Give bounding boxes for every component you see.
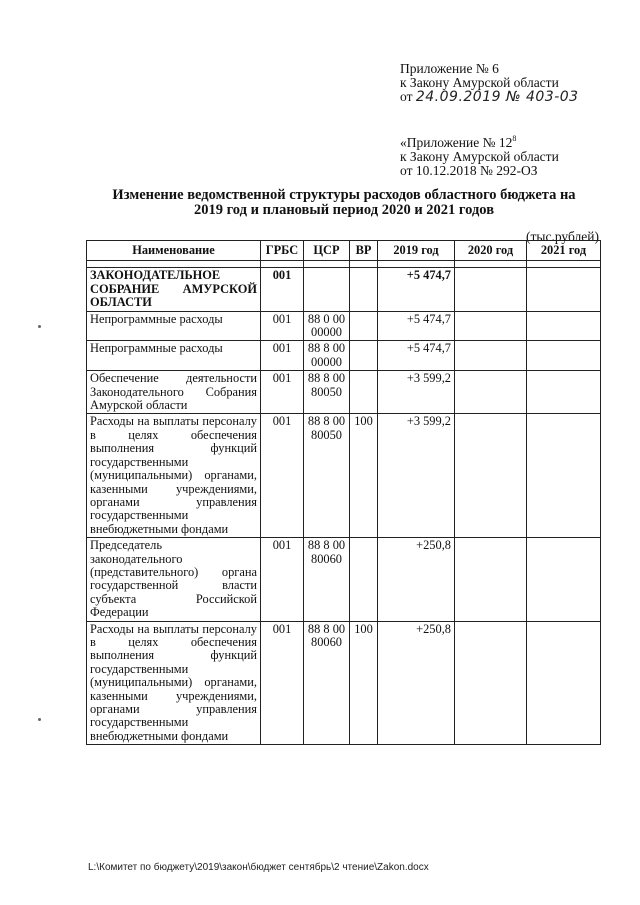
cell-2019: +5 474,7	[378, 341, 455, 371]
original-appendix-number: «Приложение № $12^8$	[400, 134, 517, 150]
appendix-number: Приложение № 6	[400, 61, 499, 76]
original-appendix-law: к Закону Амурской области	[400, 149, 559, 164]
scan-speck	[38, 325, 41, 328]
cell-csr	[304, 268, 350, 311]
cell-2019: +250,8	[378, 538, 455, 621]
cell-2020	[455, 311, 527, 341]
title-line-1: Изменение ведомственной структуры расходов областного бюджета на	[112, 187, 576, 203]
cell-grbs: 001	[261, 621, 304, 745]
cell-vr: 100	[350, 414, 378, 538]
header-vr: ВР	[350, 241, 378, 261]
cell-2020	[455, 414, 527, 538]
table-row	[87, 341, 601, 371]
cell-2020	[455, 341, 527, 371]
table-spacer-row	[87, 261, 601, 268]
scan-speck	[38, 718, 41, 721]
cell-vr: 100	[350, 621, 378, 745]
cell-2020	[455, 538, 527, 621]
cell-csr: 88 8 00 80060	[304, 621, 350, 745]
cell-vr	[350, 311, 378, 341]
original-appendix-date: от 10.12.2018 № 292-ОЗ	[400, 163, 538, 178]
cell-grbs: 001	[261, 371, 304, 414]
cell-name: Непрограммные расходы	[87, 311, 261, 341]
table-row	[87, 538, 601, 621]
cell-name: ЗАКОНОДАТЕЛЬНОЕ СОБРАНИЕ АМУРСКОЙ ОБЛАСТИ	[87, 268, 261, 311]
cell-2021	[527, 621, 601, 745]
appendix-law: к Закону Амурской области	[400, 75, 559, 90]
cell-2019: +250,8	[378, 621, 455, 745]
appendix-date	[400, 90, 579, 104]
cell-csr: 88 0 00 00000	[304, 311, 350, 341]
cell-csr: 88 8 00 80060	[304, 538, 350, 621]
table-row	[87, 311, 601, 341]
header-name: Наименование	[87, 241, 261, 261]
header-csr: ЦСР	[304, 241, 350, 261]
appendix-date-prefix: от	[400, 89, 413, 104]
original-appendix-reference	[400, 132, 559, 178]
cell-2019: +5 474,7	[378, 311, 455, 341]
table-row	[87, 371, 601, 414]
appendix-superscript: 8	[512, 134, 517, 143]
cell-2019: +3 599,2	[378, 371, 455, 414]
cell-csr: 88 8 00 00000	[304, 341, 350, 371]
header-2021: 2021 год	[527, 241, 601, 261]
cell-name: Расходы на выплаты персоналу в целях обеспечения выполнения функций государственными (муниципальными) органами, казенными учреждениями, органами управления государственными внебюджетными фондами	[87, 414, 261, 538]
budget-table	[86, 240, 601, 745]
table-header-row	[87, 241, 601, 261]
cell-2020	[455, 371, 527, 414]
cell-2021	[527, 341, 601, 371]
cell-csr: 88 8 00 80050	[304, 371, 350, 414]
cell-vr	[350, 268, 378, 311]
cell-vr	[350, 371, 378, 414]
header-2020: 2020 год	[455, 241, 527, 261]
appendix-header	[400, 62, 579, 104]
cell-csr: 88 8 00 80050	[304, 414, 350, 538]
cell-grbs: 001	[261, 311, 304, 341]
cell-2019: +5 474,7	[378, 268, 455, 311]
cell-2021	[527, 371, 601, 414]
cell-name: Расходы на выплаты персоналу в целях обеспечения выполнения функций государственными (муниципальными) органами, казенными учреждениями, органами управления государственными внебюджетными фондами	[87, 621, 261, 745]
units-label: (тыс.рублей)	[526, 229, 599, 244]
cell-2021	[527, 311, 601, 341]
cell-2020	[455, 621, 527, 745]
cell-grbs: 001	[261, 414, 304, 538]
cell-2021	[527, 268, 601, 311]
table-row	[87, 414, 601, 538]
cell-2020	[455, 268, 527, 311]
cell-name: Обеспечение деятельности Законодательного Собрания Амурской области	[87, 371, 261, 414]
table-row	[87, 268, 601, 311]
cell-name: Непрограммные расходы	[87, 341, 261, 371]
cell-grbs: 001	[261, 268, 304, 311]
cell-grbs: 001	[261, 538, 304, 621]
cell-2021	[527, 538, 601, 621]
cell-vr	[350, 341, 378, 371]
header-2019: 2019 год	[378, 241, 455, 261]
document-title	[88, 188, 600, 218]
cell-name: Председатель законодательного (представительного) органа государственной власти субъекта Российской Федерации	[87, 538, 261, 621]
table-row	[87, 621, 601, 745]
handwritten-date-number: 24.09.2019 № 403-03	[415, 89, 579, 105]
cell-2019: +3 599,2	[378, 414, 455, 538]
cell-grbs: 001	[261, 341, 304, 371]
header-grbs: ГРБС	[261, 241, 304, 261]
title-line-2: 2019 год и плановый период 2020 и 2021 годов	[193, 202, 495, 218]
cell-vr	[350, 538, 378, 621]
file-path-footer: L:\Комитет по бюджету\2019\закон\бюджет сентябрь\2 чтение\Zakon.docx	[88, 862, 429, 873]
cell-2021	[527, 414, 601, 538]
